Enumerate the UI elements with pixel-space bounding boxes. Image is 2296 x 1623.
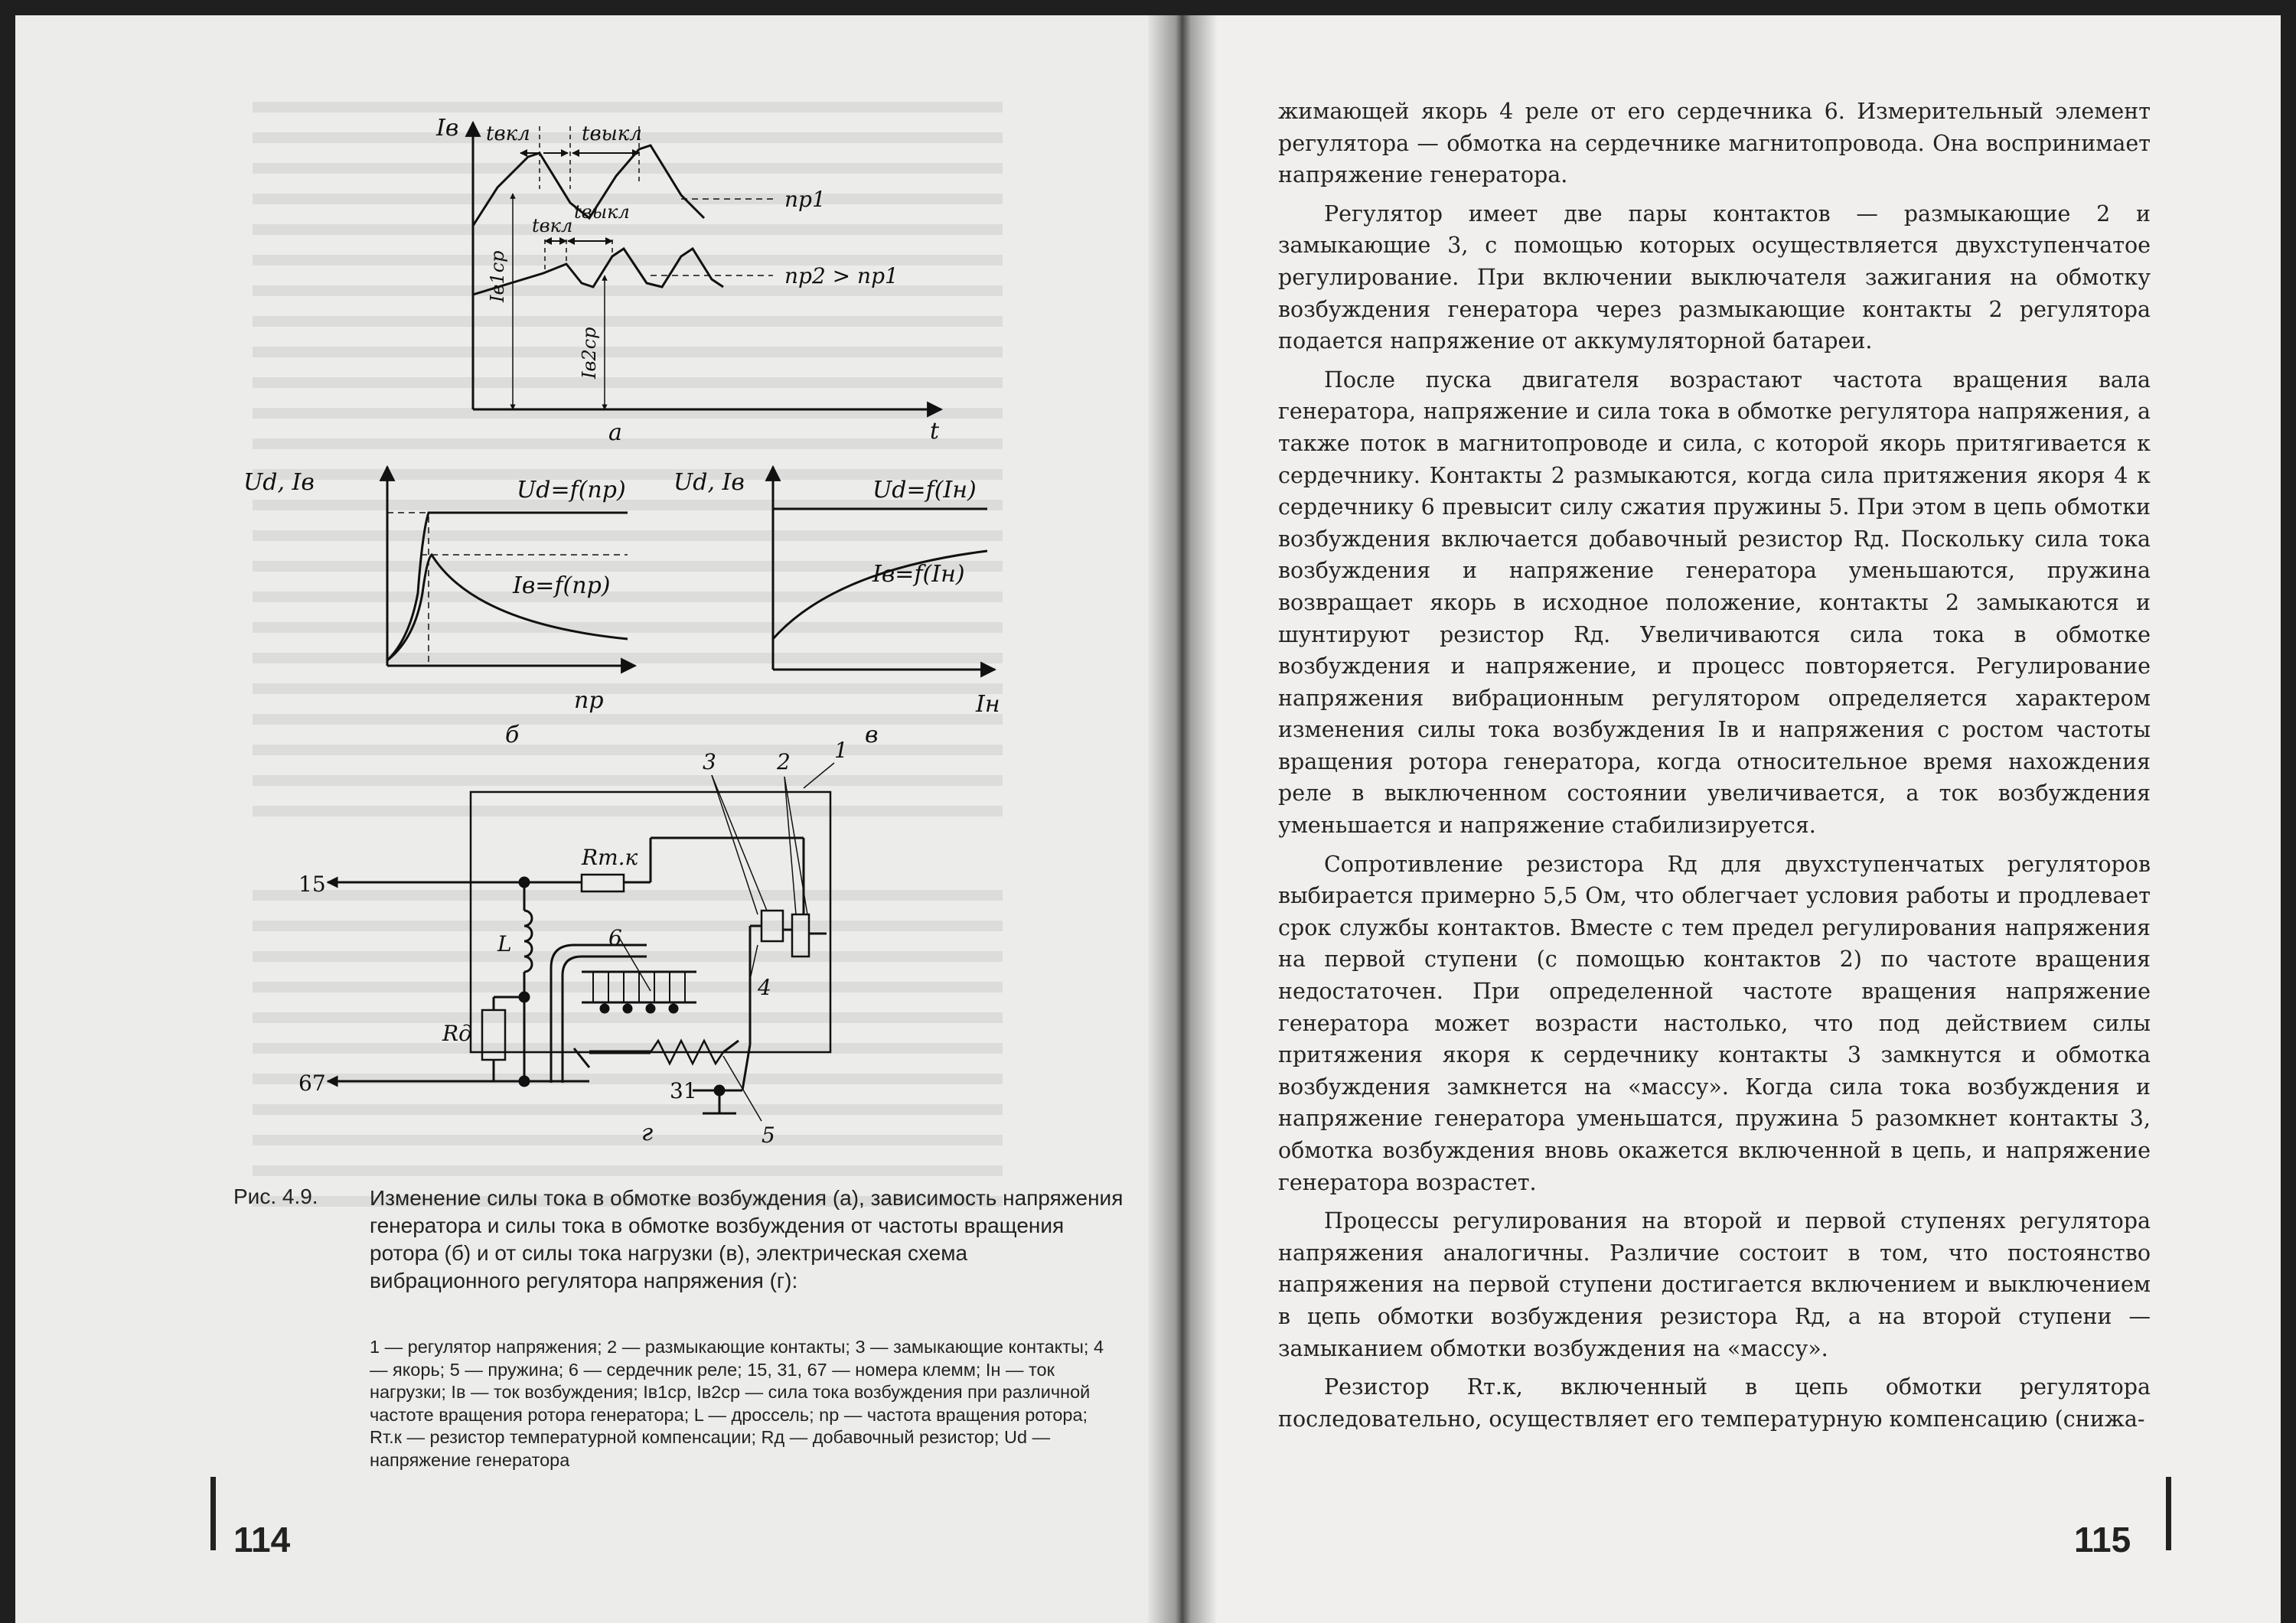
rtk-label: Rт.к [582,845,638,870]
core-inner [563,957,647,1083]
callout-3: 3 [703,749,716,774]
caption-title: Изменение силы тока в обмотке возбуждения (а), зависимость напряжения генератора и силы тока в обмотке возбуждения от частоты вращения ротора (б) и от силы тока нагрузки (в), электрическая схема вибрационного регулятора напряжения (г): [370,1186,1124,1292]
panel-a-t-label: t [930,418,940,445]
panel-v-x-label: Iн [976,691,1000,718]
callout-5: 5 [762,1123,775,1144]
rd-label: Rд [442,1021,472,1046]
panel-b-y-label: Ud, Iв [243,469,315,496]
panel-b-speed-dependence [243,467,635,748]
page-number-right: 115 [2074,1520,2131,1559]
inductor-label: L [497,931,512,957]
np2-label: np2 > np1 [784,263,899,288]
iv-curve-b-label: Iв=f(np) [513,572,611,599]
iv-curve-v-label: Iв=f(Iн) [872,561,965,588]
terminal-31-label: 31 [670,1078,697,1103]
coil-tap-1 [601,1005,608,1012]
coil-tap-2 [624,1005,631,1012]
coil-tap-4 [670,1005,677,1012]
paragraph: Регулятор имеет две пары контактов — размыкающие 2 и замыкающие 3, с помощью которых осуществляется двухступенчатое регулирование. При включении выключателя зажигания на обмотку возбуждения генератора через размыкающие контакты 2 регулятора подается напряжение от аккумуляторной батареи. [1278,200,2151,354]
paragraph: Процессы регулирования на второй и первой ступенях регулятора напряжения аналогичны. Различие состоит в том, что постоянство напряжения на первой ступени достигается включением и выключением в цепь обмотки возбуждения резистора Rд, а на второй ступени — замыканием обмотки возбуждения на «массу». [1278,1208,2151,1361]
paragraph: После пуска двигателя возрастают частота вращения вала генератора, напряжение и сила тока в обмотке регулятора напряжения, а также поток в магнитопроводе и сила, с которой якорь притягивается к сердечнику. Контакты 2 размыкаются, когда сила притяжения якоря 4 к сердечнику 6 превысит силу сжатия пружины 5. При этом в цепь обмотки возбуждения включается добавочный резистор Rд. Поскольку сила тока возбуждения и напряжение генератора уменьшаются, пружина возвращает якорь в исходное положение, контакты 2 замыкаются и шунтируют резистор Rд. Увеличиваются сила тока в обмотке возбуждения и напряжение, и процесс повторяется. Регулирование напряжения вибрационным регулятором определяется характером изменения силы тока возбуждения Iв и напряжения с ростом частоты вращения ротора генератора, когда относительное время нахождения реле в выключенном состоянии увеличивается, а ток возбуждения уменьшается и напряжение стабилизируется. [1278,367,2151,839]
waveform-np2 [473,249,723,295]
junction-67 [520,1077,529,1086]
callout-2: 2 [777,749,791,774]
i1-avg-label: Iв1ср [487,250,508,302]
inductor-l [524,911,532,972]
iv-curve-b [387,555,628,660]
panel-a-caption-letter: а [608,419,622,446]
panel-b-x-label: np [574,687,604,714]
page-number-bar-left [210,1477,216,1550]
book-gutter [1148,15,1217,1623]
figure-4-9 [222,103,1125,1144]
np1-label: np1 [784,187,826,212]
contact-pair-3 [762,911,783,941]
panel-v-y-label: Ud, Iв [673,469,745,496]
panel-v-load-dependence [673,467,1000,748]
panel-b-caption-letter: б [505,722,520,748]
caption-legend: 1 — регулятор напряжения; 2 — размыкающие контакты; 3 — замыкающие контакты; 4 — якорь; 5 — пружина; 6 — сердечник реле; 15, 31, 67 — номера клемм; Iн — ток нагрузки; Iв — ток возбуждения; Iв1ср, Iв2ср — сила тока возбуждения при различной частоте вращения ротора генератора; L — дроссель; np — частота вращения ротора; Rт.к — резистор температурной компенсации; Rд — добавочный резистор; Ud — напряжение генератора [370,1337,1104,1470]
paragraph: Резистор Rт.к, включенный в цепь обмотки регулятора последовательно, осуществляет его температурную компенсацию (снижа- [1278,1374,2151,1432]
panel-g-regulator-circuit [328,763,834,1121]
callout-3-leader-b [712,775,758,914]
i2-avg-label: Iв2ср [579,327,600,379]
terminal-67-label: 67 [298,1071,326,1096]
t2-on-label: tвкл [532,215,573,236]
terminal-15-label: 15 [298,872,326,897]
coil-tap-3 [647,1005,654,1012]
callout-4: 4 [758,975,771,1000]
callout-2-leader-a [784,777,796,914]
callout-5-leader [723,1056,762,1121]
right-page-body [1278,96,2151,1435]
callout-1-leader [804,763,834,788]
caption-figure-label: Рис. 4.9. [233,1185,318,1208]
spring-anchor [723,1041,739,1052]
paragraph: жимающей якорь 4 реле от его сердечника 6. Измерительный элемент регулятора — обмотка на сердечнике магнитопровода. Она воспринимает напряжение генератора. [1278,99,2151,188]
resistor-rtk [582,875,624,891]
panel-v-caption-letter: в [865,722,879,748]
panel-a-current-waveform [435,115,941,446]
page-number-bar-right [2166,1477,2171,1550]
t-off-label: tвыкл [582,122,642,145]
ud-curve-v-label: Ud=f(Iн) [872,477,977,504]
page-number-left: 114 [233,1520,291,1559]
panel-g-caption-letter: г [641,1119,654,1144]
callout-1: 1 [834,738,848,763]
callout-6: 6 [608,925,622,950]
panel-a-y-label: Iв [436,115,459,142]
t2-off-label: tвыкл [574,201,630,223]
contact-pair-2 [792,914,809,957]
coil-winding [593,972,685,1002]
paragraph: Сопротивление резистора Rд для двухступенчатых регуляторов выбирается примерно 5,5 Ом, что облегчает условия работы и продлевает срок службы контактов. Вместе с тем предел регулирования напряжения на первой ступени (с помощью контактов 2) по частоте вращения недостаточен. При определенной частоте вращения напряжение генератора может возрасти настолько, что под действием силы притяжения якоря к сердечнику контакты 3 замкнутся и обмотка возбуждения замкнется на «массу». Когда сила тока возбуждения и напряжение генератора уменьшатся, пружина 5 разомкнет контакты 3, обмотка возбуждения вновь окажется включенной в цепь, и напряжение генератора возрастет. [1278,851,2151,1195]
callout-3-leader-a [712,775,767,911]
t-on-label: tвкл [486,122,530,145]
ud-curve-b-label: Ud=f(np) [517,477,626,504]
